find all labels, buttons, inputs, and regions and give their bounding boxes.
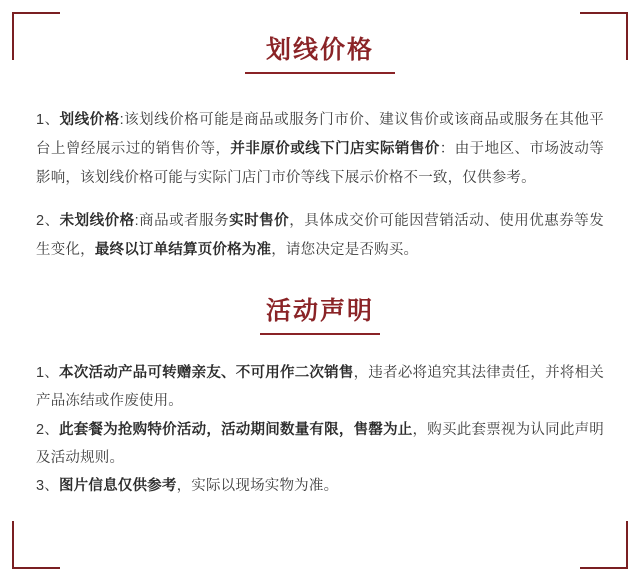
paragraph-text-run-4: ：由于地区、市场波动等影响，该划线价格可能与实际门店门市价等线下展示价格不一致，仅供参考。 [36,141,604,186]
activity-statement-list [36,359,604,500]
paragraph-text-run-5: 最终以订单结算页价格为准 [94,242,272,258]
paragraph-strikethrough-price [36,106,604,193]
section-title-text: 划线价格 [265,36,374,64]
title-underline [245,72,395,74]
paragraph-text-run-3: 并非原价或线下门店实际销售价 [230,141,440,157]
title-underline [260,333,380,335]
section-activity-statement [36,291,604,500]
paragraph-unstrikethrough-price [36,207,604,265]
paragraph-text-run-2: :该划线价格可能是商品或服务门市价、建议售价或该商品或服务在其他平台上曾经展示过的销售价等， [36,112,604,157]
list-item [36,359,604,416]
section-title-strikethrough-price [36,30,604,84]
list-item-text-run-2: ，实际以现场实物为准。 [176,478,339,495]
paragraph-text-run-0: 2、 [36,213,60,229]
paragraph-text-run-1: 未划线价格 [59,213,135,229]
list-item-text-run-1: 本次活动产品可转赠亲友、不可用作二次销售 [59,365,354,381]
list-item-text-run-0: 3、 [36,478,59,495]
list-item-text-run-0: 2、 [36,421,60,438]
list-item-text-run-2: 活动期间数量有限，售罄为止 [221,421,413,438]
section-title-text: 活动声明 [265,297,374,325]
document-content [36,30,604,500]
list-item [36,416,604,473]
frame-corner-bottom-right-icon [580,521,628,569]
list-item-text-run-0: 1、 [36,365,60,381]
section-title-activity-statement [36,291,604,345]
paragraph-text-run-6: ，请您决定是否购买。 [271,242,419,258]
section-strikethrough-price [36,30,604,265]
paragraph-text-run-1: 划线价格 [59,112,120,128]
list-item [36,472,604,500]
paragraph-text-run-0: 1、 [36,112,60,128]
paragraph-text-run-3: 实时售价 [229,213,290,229]
frame-corner-bottom-left-icon [12,521,60,569]
list-item-text-run-1: 此套餐为抢购特价活动， [59,421,222,438]
paragraph-text-run-2: :商品或者服务 [134,213,230,229]
list-item-text-run-2: ，违者必将追究其法律责任，并将相关产品冻结或作废使用。 [36,365,604,410]
list-item-text-run-1: 图片信息仅供参考 [58,478,177,495]
list-item-text-run-3: ，购买此套票视为认同此声明及活动规则。 [36,421,604,466]
paragraph-text-run-4: ，具体成交价可能因营销活动、使用优惠券等发生变化， [36,213,604,258]
